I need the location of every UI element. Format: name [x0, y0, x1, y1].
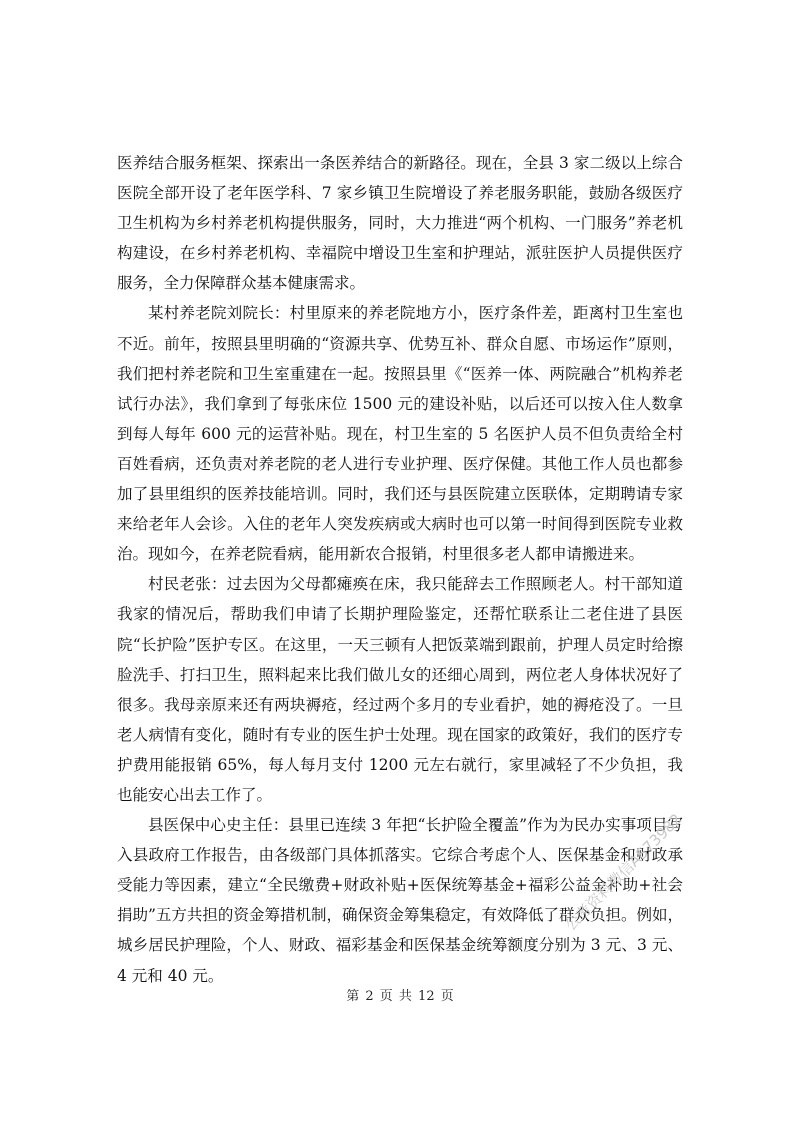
watermark-text: 公考资料微信AS73982: [561, 810, 686, 935]
paragraph-nursing-home-director: 某村养老院刘院长：村里原来的养老院地方小，医疗条件差，距离村卫生室也不近。前年，按照县里明确的“资源共享、优势互补、群众自愿、市场运作”原则，我们把村养老院和卫生室重建在一起。按照县里《“医养一体、两院融合”机构养老试行办法》，我们拿到了每张床位 1500 元的建设补贴，以后还可以按入住人数拿到每人每年 600 元的运营补贴。现在，村卫生室的 5 名医护人员不但负责给全村百姓看病，还负责对养老院的老人进行专业护理、医疗保健。其他工作人员也都参加了县里组织的医养技能培训。同时，我们还与县医院建立医联体，定期聘请专家来给老年人会诊。入住的老年人突发疾病或大病时也可以第一时间得到医院专业救治。现如今，在养老院看病，能用新农合报销，村里很多老人都申请搬进来。: [117, 304, 683, 564]
paragraph-medical-insurance-director: 县医保中心史主任：县里已连续 3 年把“长护险全覆盖”作为为民办实事项目写入县政府工作报告，由各级部门具体抓落实。它综合考虑个人、医保基金和财政承受能力等因素，建立“全民缴费+财政补贴+医保统筹基金+福彩公益金补助+社会捐助”五方共担的资金筹措机制，确保资金筹集稳定，有效降低了群众负担。例如，城乡居民护理险，个人、财政、福彩基金和医保基金统筹额度分别为 3 元、3 元、4 元和 40 元。: [117, 816, 683, 985]
paragraph-villager-zhang: 村民老张：过去因为父母都瘫痪在床，我只能辞去工作照顾老人。村干部知道我家的情况后，帮助我们申请了长期护理险鉴定，还帮忙联系让二老住进了县医院“长护险”医护专区。在这里，一天三顿有人把饭菜端到跟前，护理人员定时给擦脸洗手、打扫卫生，照料起来比我们做儿女的还细心周到，两位老人身体状况好了很多。我母亲原来还有两块褥疮，经过两个多月的专业看护，她的褥疮没了。一旦老人病情有变化，随时有专业的医生护士处理。现在国家的政策好，我们的医疗专护费用能报销 65%，每人每月支付 1200 元左右就行，家里减轻了不少负担，我也能安心出去工作了。: [117, 575, 683, 804]
document-body: [117, 148, 683, 991]
page-number-footer: 第 2 页 共 12 页: [346, 989, 454, 1004]
paragraph-continuation: 医养结合服务框架、探索出一条医养结合的新路径。现在，全县 3 家二级以上综合医院全部开设了老年医学科、7 家乡镇卫生院增设了养老服务职能，鼓励各级医疗卫生机构为乡村养老机构提供服务，同时，大力推进“两个机构、一门服务”养老机构建设，在乡村养老机构、幸福院中增设卫生室和护理站，派驻医护人员提供医疗服务，全力保障群众基本健康需求。: [117, 154, 683, 293]
